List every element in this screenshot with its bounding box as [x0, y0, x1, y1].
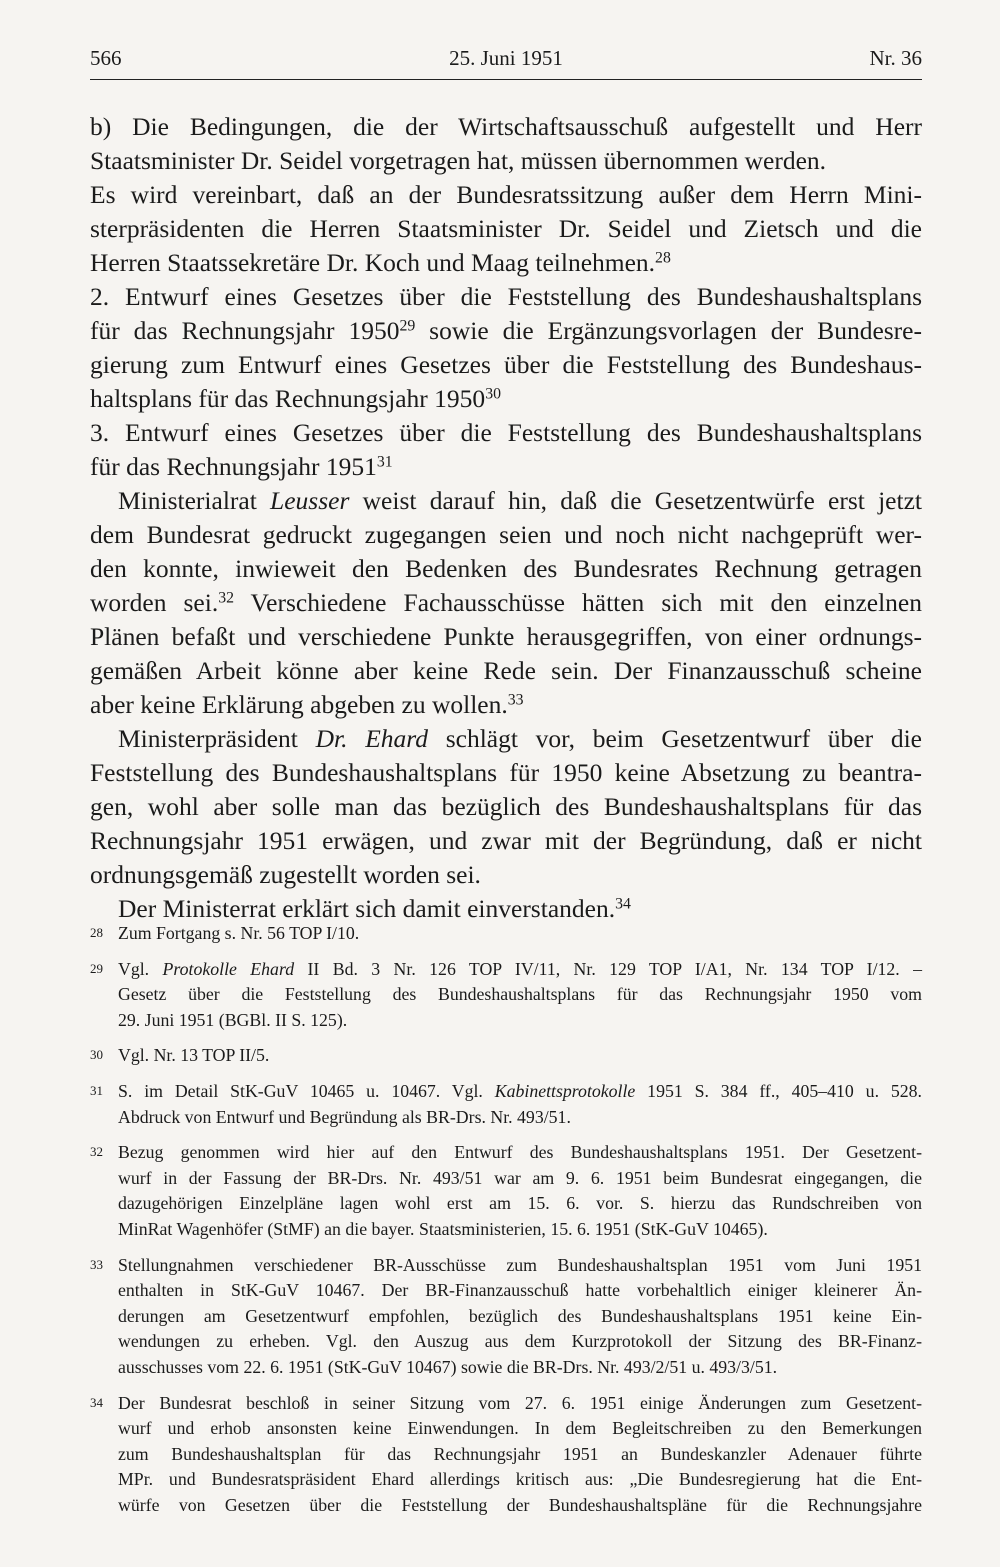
paragraph	[90, 484, 922, 722]
paragraph	[90, 110, 922, 178]
footnote-ref[interactable]: 28	[655, 249, 671, 267]
footnote-mark: 33	[90, 1256, 103, 1272]
footnote-31	[90, 1079, 922, 1130]
document-number: Nr. 36	[869, 46, 922, 70]
text-line: Plänen befaßt und verschiedene Punkte herausgegriffen, von einer ordnungs-	[90, 622, 922, 651]
text-line: dem Bundesrat gedruckt zugegangen seien und noch nicht nachgeprüft wer-	[90, 520, 922, 549]
text-line: 2. Entwurf eines Gesetzes über die Feststellung des Bundeshaushaltsplans	[90, 282, 922, 311]
footnote-line: dazugehörigen Einzelpläne lagen wohl erst am 15. 6. vor. S. hierzu das Rundschreiben von	[118, 1193, 922, 1214]
footnote-30	[90, 1043, 922, 1069]
footnote-line: MPr. und Bundesratspräsident Ehard allerdings kritisch aus: „Die Bundesregierung hat die Ent-	[118, 1469, 922, 1490]
footnote-ref[interactable]: 31	[376, 453, 393, 471]
header-rule	[90, 79, 922, 80]
footnote-line: Bezug genommen wird hier auf den Entwurf des Bundeshaushaltsplans 1951. Der Gesetzent-	[118, 1142, 922, 1163]
paragraph	[90, 178, 922, 280]
agenda-item	[90, 280, 922, 416]
footnote-line: wendungen zu erheben. Vgl. den Auszug aus dem Kurzprotokoll der Sitzung des BR-Finanz-	[118, 1331, 922, 1352]
footnote-33	[90, 1253, 922, 1381]
footnote-ref[interactable]: 32	[218, 589, 234, 607]
footnotes	[90, 921, 922, 1518]
header-date: 25. Juni 1951	[449, 46, 563, 70]
footnote-line: wurf in der Fassung der BR-Drs. Nr. 493/51 war am 9. 6. 1951 beim Bundesrat eingegangen, die	[118, 1167, 922, 1188]
footnote-line: Vgl. Protokolle Ehard II Bd. 3 Nr. 126 TOP IV/11, Nr. 129 TOP I/A1, Nr. 134 TOP I/12. –	[118, 958, 923, 979]
footnote-29	[90, 957, 922, 1034]
footnote-line: ausschusses vom 22. 6. 1951 (StK-GuV 10467) sowie die BR-Drs. Nr. 493/2/51 u. 493/3/51.	[118, 1356, 778, 1377]
footnote-ref[interactable]: 33	[507, 691, 524, 709]
footnote-ref[interactable]: 30	[485, 385, 501, 403]
paragraph	[90, 722, 922, 892]
text-line: für das Rechnungsjahr 1950$^{29}$ sowie die Ergänzungsvorlagen der Bundesre-	[90, 316, 922, 345]
footnote-mark: 28	[90, 925, 103, 940]
footnote-line: Vgl. Nr. 13 TOP II/5.	[118, 1045, 270, 1066]
footnote-line: Gesetz über die Feststellung des Bundeshaushaltsplans für das Rechnungsjahr 1950 vom	[118, 984, 922, 1005]
page-number: 566	[90, 46, 122, 70]
footnote-ref[interactable]: 29	[399, 317, 416, 335]
footnote-line: Der Bundesrat beschloß in seiner Sitzung vom 27. 6. 1951 einige Änderungen zum Gesetzent-	[118, 1392, 922, 1413]
footnote-mark: 30	[90, 1047, 103, 1063]
text-line: für das Rechnungsjahr 1951$^{31}$	[90, 452, 393, 481]
footnote-line: enthalten in StK-GuV 10467. Der BR-Finanzausschuß hatte vorbehaltlich einiger kleinerer Än-	[118, 1280, 922, 1301]
text-line: Herren Staatssekretäre Dr. Koch und Maag teilnehmen.$^{28}$	[90, 248, 671, 277]
footnote-line: Zum Fortgang s. Nr. 56 TOP I/10.	[118, 923, 360, 943]
text-line: ordnungsgemäß zugestellt worden sei.	[90, 860, 481, 889]
footnote-mark: 31	[90, 1082, 103, 1098]
text-line: Feststellung des Bundeshaushaltsplans für 1950 keine Absetzung zu beantra-	[90, 758, 922, 787]
text-line: sterpräsidenten die Herren Staatsminister Dr. Seidel und Zietsch und die	[90, 214, 922, 243]
footnote-28	[90, 921, 922, 947]
text-line: gierung zum Entwurf eines Gesetzes über die Feststellung des Bundeshaus-	[90, 350, 922, 379]
speaker-name: Dr. Ehard	[315, 724, 428, 753]
speaker-name: Leusser	[270, 486, 350, 515]
text-line: Staatsminister Dr. Seidel vorgetragen hat, müssen übernommen werden.	[90, 146, 827, 175]
text-line: Der Ministerrat erklärt sich damit einverstanden.$^{34}$	[118, 894, 631, 923]
text-line: Ministerpräsident Dr. Ehard schlägt vor, beim Gesetzentwurf über die	[118, 724, 922, 753]
footnote-32	[90, 1140, 922, 1242]
footnote-line: MinRat Wagenhöfer (StMF) an die bayer. Staatsministerien, 15. 6. 1951 (StK-GuV 10465).	[118, 1218, 768, 1239]
footnote-line: zum Bundeshaushaltsplan für das Rechnungsjahr 1951 an Bundeskanzler Adenauer führte	[118, 1443, 922, 1464]
text-line: Es wird vereinbart, daß an der Bundesratssitzung außer dem Herrn Mini-	[90, 180, 922, 209]
text-line: 3. Entwurf eines Gesetzes über die Feststellung des Bundeshaushaltsplans	[90, 418, 922, 447]
agenda-item	[90, 416, 922, 484]
footnote-mark: 29	[90, 960, 103, 976]
main-text	[90, 110, 922, 926]
text-line: Rechnungsjahr 1951 erwägen, und zwar mit der Begründung, daß er nicht	[90, 826, 922, 855]
footnote-line: wurf und erhob ansonsten keine Einwendungen. In dem Begleitschreiben zu den Bemerkungen	[118, 1418, 922, 1439]
footnote-line: S. im Detail StK-GuV 10465 u. 10467. Vgl. Kabinettsprotokolle 1951 S. 384 ff., 405–410 u. 528.	[118, 1080, 922, 1101]
text-line: gen, wohl aber solle man das bezüglich des Bundeshaushaltsplans für das	[90, 792, 922, 821]
footnote-line: derungen am Gesetzentwurf empfohlen, bezüglich des Bundeshaushaltsplans 1951 keine Ein-	[118, 1305, 922, 1326]
footnote-line: Abdruck von Entwurf und Begründung als BR-Drs. Nr. 493/51.	[118, 1106, 571, 1127]
text-line: Ministerialrat Leusser weist darauf hin, daß die Gesetzentwürfe erst jetzt	[118, 486, 922, 515]
footnote-34	[90, 1391, 922, 1519]
footnote-mark: 34	[90, 1394, 103, 1410]
text-line: worden sei.$^{32}$ Verschiedene Fachausschüsse hätten sich mit den einzelnen	[90, 588, 922, 617]
text-line: gemäßen Arbeit könne aber keine Rede sein. Der Finanzausschuß scheine	[90, 656, 922, 685]
text-line: aber keine Erklärung abgeben zu wollen.$^{33}$	[90, 690, 524, 719]
text-line: den konnte, inwieweit den Bedenken des Bundesrates Rechnung getragen	[90, 554, 922, 583]
text-line: b) Die Bedingungen, die der Wirtschaftsausschuß aufgestellt und Herr	[90, 112, 922, 141]
text-line: haltsplans für das Rechnungsjahr 1950$^{30}$	[90, 384, 501, 413]
document-page	[90, 0, 922, 1567]
footnote-mark: 32	[90, 1144, 103, 1160]
footnote-ref[interactable]: 34	[615, 895, 631, 913]
footnote-line: würfe von Gesetzen über die Feststellung der Bundeshaushaltspläne für die Rechnungsjahre	[118, 1494, 922, 1515]
footnote-line: 29. Juni 1951 (BGBl. II S. 125).	[118, 1009, 348, 1030]
footnote-line: Stellungnahmen verschiedener BR-Ausschüsse zum Bundeshaushaltsplan 1951 vom Juni 1951	[118, 1254, 922, 1275]
